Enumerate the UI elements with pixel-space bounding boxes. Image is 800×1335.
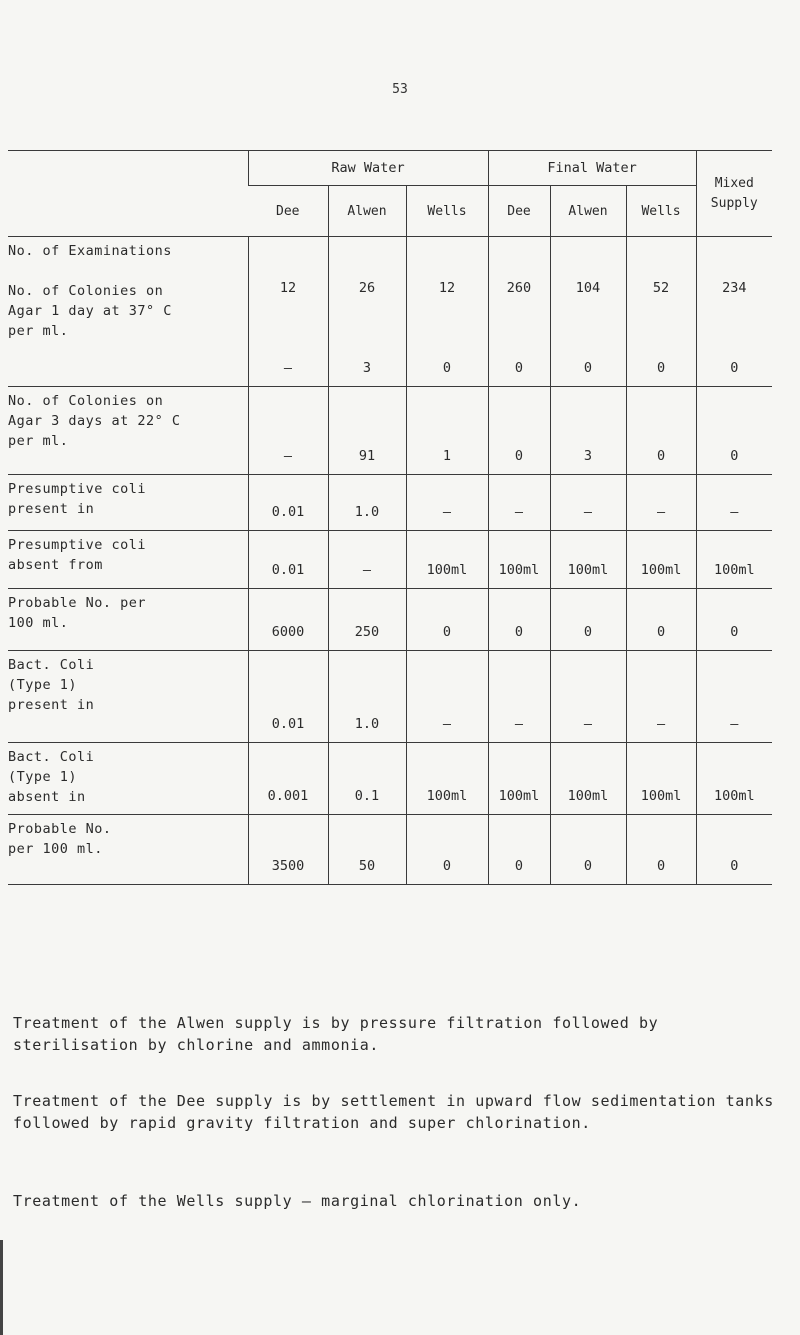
table-cell: 250 (328, 589, 406, 651)
table-cell: 260 0 (488, 237, 550, 387)
row-label-line: Presumptive coli (8, 481, 147, 497)
sub-header-dee: Dee (248, 186, 328, 237)
table-cell: 100ml (406, 531, 488, 589)
table-cell: 234 0 (696, 237, 772, 387)
table-cell: 0 (626, 589, 696, 651)
table-row (8, 651, 772, 743)
table-cell: – (626, 651, 696, 743)
row-label-line: Bact. Coli (8, 749, 95, 765)
table-cell: 0 (696, 815, 772, 885)
table-cell: 0 (406, 815, 488, 885)
table-cell: – (550, 651, 626, 743)
page-number: 53 (392, 82, 408, 97)
table-cell: 0 (550, 815, 626, 885)
table-row (8, 589, 772, 651)
table-cell: 0 (696, 387, 772, 475)
row-label-line: No. of Colonies on (8, 393, 164, 409)
table-cell: – (696, 651, 772, 743)
table-cell: 100ml (488, 531, 550, 589)
row-label-line: Presumptive coli (8, 537, 147, 553)
row-label-line: present in (8, 501, 95, 517)
row-label-line (8, 261, 248, 281)
row-label (8, 815, 248, 885)
mixed-supply-header: Mixed Supply (696, 151, 772, 237)
paragraph-wells-treatment: Treatment of the Wells supply – marginal chlorination only. (13, 1192, 582, 1210)
row-label-line: Agar 3 days at 22° C (8, 413, 181, 429)
table-cell: 0.1 (328, 743, 406, 815)
sub-header-alwen: Alwen (550, 186, 626, 237)
row-label-line: per ml. (8, 323, 69, 339)
table-cell: 26 3 (328, 237, 406, 387)
table-cell: – (328, 531, 406, 589)
table-cell: – (696, 475, 772, 531)
row-label (8, 531, 248, 589)
sub-header-alwen: Alwen (328, 186, 406, 237)
table-cell: 0.001 (248, 743, 328, 815)
table-cell: 91 (328, 387, 406, 475)
row-label-line: present in (8, 697, 95, 713)
row-label (8, 475, 248, 531)
table-cell: 100ml (406, 743, 488, 815)
table-cell: 104 0 (550, 237, 626, 387)
table-cell: 0.01 (248, 651, 328, 743)
row-label-line: per 100 ml. (8, 841, 103, 857)
table-cell: 100ml (488, 743, 550, 815)
row-label (8, 589, 248, 651)
table-cell: 100ml (626, 531, 696, 589)
table-cell: 0 (626, 387, 696, 475)
table-cell: 100ml (550, 743, 626, 815)
row-label-line: (Type 1) (8, 677, 78, 693)
table-cell: – (488, 475, 550, 531)
water-quality-table (8, 150, 772, 885)
table-row (8, 475, 772, 531)
table-row (8, 237, 772, 387)
row-label-line: No. of Examinations (8, 243, 172, 259)
table-cell: 1 (406, 387, 488, 475)
table-cell: 100ml (696, 743, 772, 815)
table-cell: 50 (328, 815, 406, 885)
table-cell: 0.01 (248, 475, 328, 531)
row-label-line: 100 ml. (8, 615, 69, 631)
table-row (8, 387, 772, 475)
table-cell: – (406, 651, 488, 743)
table-cell: 0 (406, 589, 488, 651)
row-label-line: No. of Colonies on (8, 283, 164, 299)
table-cell: – (248, 387, 328, 475)
table-cell: 0 (488, 387, 550, 475)
raw-water-header: Raw Water (248, 151, 488, 186)
table-cell: 0 (626, 815, 696, 885)
paragraph-alwen-treatment: Treatment of the Alwen supply is by pressure filtration followed by sterilisation by chlorine and ammonia. (13, 1014, 659, 1054)
table-cell: 100ml (550, 531, 626, 589)
row-label (8, 237, 248, 387)
table-cell: 3500 (248, 815, 328, 885)
table-row (8, 815, 772, 885)
table-cell: – (406, 475, 488, 531)
sub-header-dee: Dee (488, 186, 550, 237)
table-cell: – (550, 475, 626, 531)
table-cell: 100ml (626, 743, 696, 815)
table-cell: 100ml (696, 531, 772, 589)
table-row (8, 743, 772, 815)
row-label (8, 743, 248, 815)
row-label-line: absent from (8, 557, 103, 573)
table-cell: 6000 (248, 589, 328, 651)
table-cell: – (488, 651, 550, 743)
table-row (8, 531, 772, 589)
final-water-header: Final Water (488, 151, 696, 186)
table-cell: 1.0 (328, 651, 406, 743)
table-corner (8, 151, 248, 237)
table-cell: 0 (488, 589, 550, 651)
table-cell: 52 0 (626, 237, 696, 387)
paragraph-dee-treatment: Treatment of the Dee supply is by settlement in upward flow sedimentation tanks followed by rapid gravity filtration and super chlorination. (13, 1092, 774, 1132)
row-label-line: absent in (8, 789, 86, 805)
row-label-line: Bact. Coli (8, 657, 95, 673)
scan-edge-mark (0, 1240, 3, 1335)
row-label-line: per ml. (8, 433, 69, 449)
sub-header-wells: Wells (626, 186, 696, 237)
table-cell: 3 (550, 387, 626, 475)
row-label-line: Probable No. per (8, 595, 147, 611)
row-label-line: Probable No. (8, 821, 112, 837)
table-cell: 0 (488, 815, 550, 885)
table-cell: 0 (550, 589, 626, 651)
table-cell: 12 0 (406, 237, 488, 387)
row-label (8, 387, 248, 475)
row-label-line: Agar 1 day at 37° C (8, 303, 172, 319)
row-label-line: (Type 1) (8, 769, 78, 785)
table-cell: 12 – (248, 237, 328, 387)
table-cell: – (626, 475, 696, 531)
sub-header-wells: Wells (406, 186, 488, 237)
row-label (8, 651, 248, 743)
table-cell: 1.0 (328, 475, 406, 531)
table-cell: 0 (696, 589, 772, 651)
table-cell: 0.01 (248, 531, 328, 589)
